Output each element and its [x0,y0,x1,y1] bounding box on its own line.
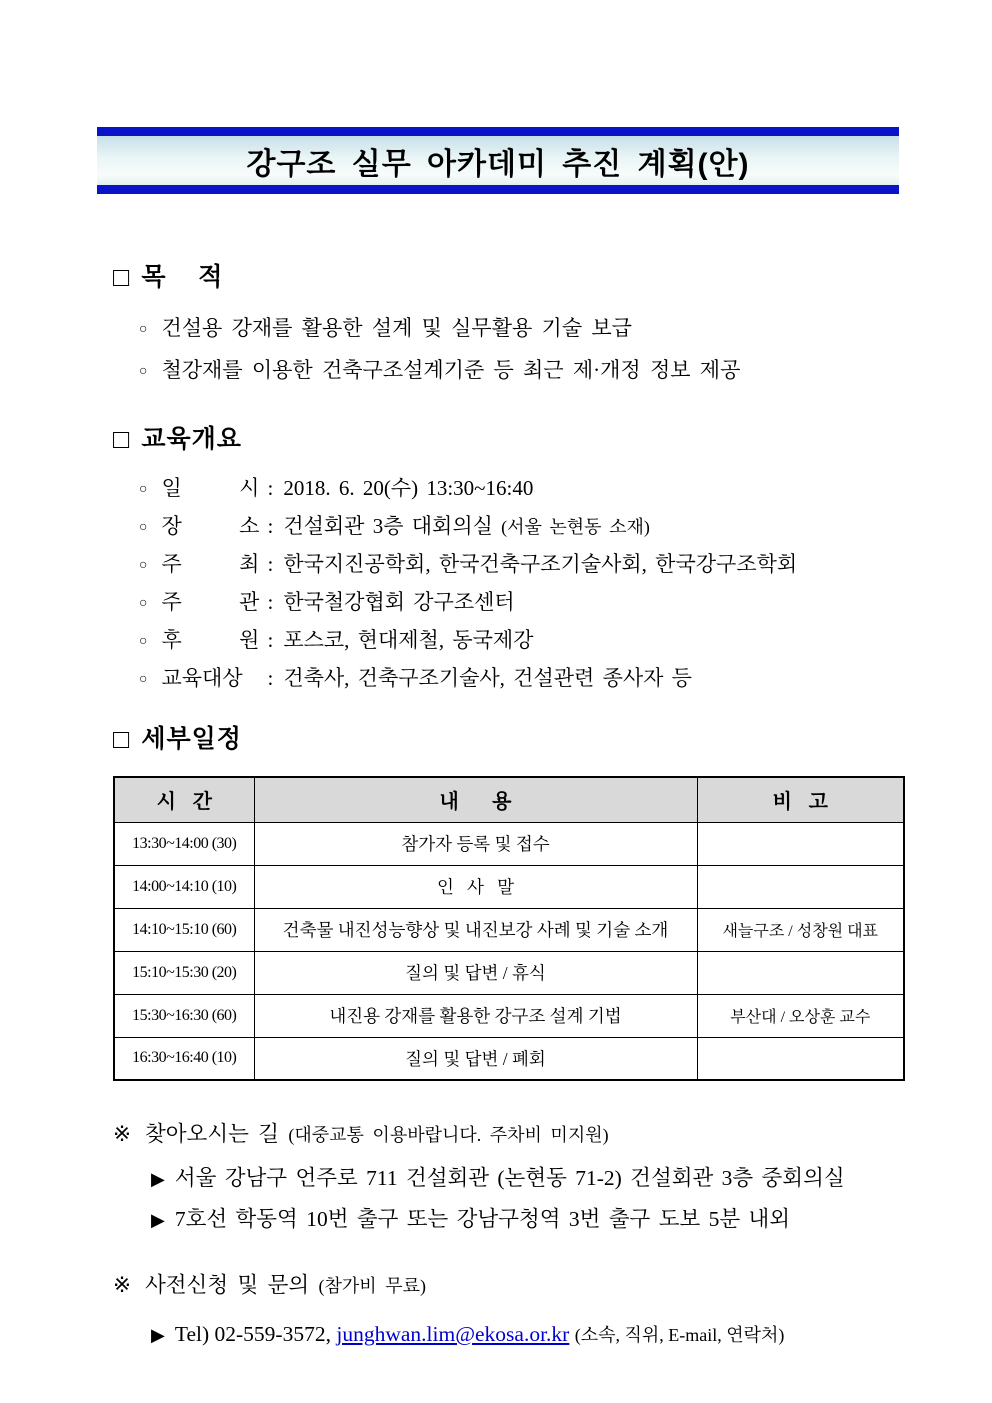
table-row [114,865,904,908]
table-header-row [114,777,904,822]
cell-time: 13:30~14:00 (30) [114,822,254,865]
overview-value: 건설회관 3층 대회의실 [283,514,493,538]
arrow-bullet-icon: ▶ [151,1169,165,1189]
overview-label: 일 시 [161,476,260,500]
overview-row [139,546,905,584]
purpose-item-text: 철강재를 이용한 건축구조설계기준 등 최근 제·개정 정보 제공 [161,358,741,382]
circle-bullet-icon: ○ [139,634,148,649]
cell-content: 질의 및 답변 / 폐회 [254,1037,697,1080]
tel-text: Tel) 02-559-3572, [174,1322,331,1346]
cell-time: 14:10~15:10 (60) [114,908,254,951]
cell-remark: 새늘구조 / 성창원 대표 [697,908,904,951]
directions-heading-note: (대중교통 이용바랍니다. 주차비 미지원) [288,1125,609,1145]
table-row [114,1037,904,1080]
overview-colon: : [267,628,274,652]
cell-time: 15:10~15:30 (20) [114,951,254,994]
cell-time: 16:30~16:40 (10) [114,1037,254,1080]
reference-mark-icon: ※ [113,1122,132,1146]
overview-value: 건축사, 건축구조기술사, 건설관련 종사자 등 [283,666,692,690]
overview-row [139,622,905,660]
overview-heading-label: 교육개요 [141,425,242,453]
overview-colon: : [267,476,274,500]
overview-row [139,660,905,698]
overview-label: 주 최 [161,552,260,576]
arrow-bullet-icon: ▶ [151,1325,165,1345]
overview-colon: : [267,514,274,538]
circle-bullet-icon: ○ [139,520,148,535]
overview-row [139,470,905,508]
purpose-item [139,308,905,350]
overview-value: 한국철강협회 강구조센터 [283,590,515,614]
purpose-item [139,350,905,392]
banner-bottom-bar [97,185,899,194]
arrow-bullet-icon: ▶ [151,1210,165,1230]
square-marker-icon: □ [113,424,130,454]
overview-label: 주 관 [161,590,260,614]
circle-bullet-icon: ○ [139,322,148,337]
cell-time: 14:00~14:10 (10) [114,865,254,908]
overview-label: 교육대상 [161,666,243,690]
circle-bullet-icon: ○ [139,482,148,497]
circle-bullet-icon: ○ [139,364,148,379]
cell-time: 15:30~16:30 (60) [114,994,254,1037]
overview-label: 후 원 [161,628,260,652]
directions-note [113,1117,992,1240]
cell-content: 참가자 등록 및 접수 [254,822,697,865]
reference-mark-icon: ※ [113,1273,132,1297]
purpose-list [139,308,905,392]
overview-row [139,584,905,622]
schedule-table [113,776,905,1081]
schedule-heading-label: 세부일정 [141,725,242,753]
overview-colon: : [267,552,274,576]
direction-item-text: 서울 강남구 언주로 711 건설회관 (논현동 71-2) 건설회관 3층 중회의실 [174,1166,845,1190]
cell-content: 인 사 말 [254,865,697,908]
cell-content: 건축물 내진성능향상 및 내진보강 사례 및 기술 소개 [254,908,697,951]
table-row [114,951,904,994]
circle-bullet-icon: ○ [139,672,148,687]
table-header-remark: 비 고 [697,777,904,822]
overview-heading [113,422,905,456]
cell-content: 내진용 강재를 활용한 강구조 설계 기법 [254,994,697,1037]
cell-remark: 부산대 / 오상훈 교수 [697,994,904,1037]
email-link[interactable]: junghwan.lim@ekosa.or.kr [336,1322,570,1346]
purpose-item-text: 건설용 강재를 활용한 설계 및 실무활용 기술 보급 [161,316,632,340]
directions-list [151,1158,992,1240]
directions-heading [113,1117,992,1152]
direction-item [151,1199,992,1240]
registration-note [113,1268,992,1354]
registration-heading-label: 사전신청 및 문의 [145,1273,310,1297]
banner-body [97,136,899,185]
schedule-heading [113,722,905,756]
contact-line [151,1315,992,1354]
overview-row [139,508,905,546]
table-row [114,822,904,865]
cell-remark [697,822,904,865]
direction-item [151,1158,992,1199]
title-banner [97,127,899,194]
banner-top-bar [97,127,899,136]
overview-value: 포스코, 현대제철, 동국제강 [283,628,534,652]
cell-remark [697,865,904,908]
purpose-heading-label: 목 적 [141,263,224,291]
purpose-heading [113,260,905,294]
overview-colon: : [267,590,274,614]
table-row [114,994,904,1037]
square-marker-icon: □ [113,262,130,292]
table-header-time: 시 간 [114,777,254,822]
cell-remark [697,1037,904,1080]
overview-label: 장 소 [161,514,260,538]
registration-heading [113,1268,992,1303]
square-marker-icon: □ [113,724,130,754]
cell-content: 질의 및 답변 / 휴식 [254,951,697,994]
email-note: (소속, 직위, E-mail, 연락처) [574,1325,785,1345]
circle-bullet-icon: ○ [139,596,148,611]
overview-list [139,470,905,698]
direction-item-text: 7호선 학동역 10번 출구 또는 강남구청역 3번 출구 도보 5분 내외 [174,1207,791,1231]
cell-remark [697,951,904,994]
circle-bullet-icon: ○ [139,558,148,573]
page-title: 강구조 실무 아카데미 추진 계획(안) [246,147,750,181]
table-row [114,908,904,951]
overview-colon: : [267,666,274,690]
overview-value: 2018. 6. 20(수) 13:30~16:40 [283,476,534,500]
overview-value-note: (서울 논현동 소재) [501,517,650,537]
overview-value: 한국지진공학회, 한국건축구조기술사회, 한국강구조학회 [283,552,798,576]
table-header-content: 내 용 [254,777,697,822]
directions-heading-label: 찾아오시는 길 [145,1122,280,1146]
registration-heading-note: (참가비 무료) [318,1276,426,1296]
